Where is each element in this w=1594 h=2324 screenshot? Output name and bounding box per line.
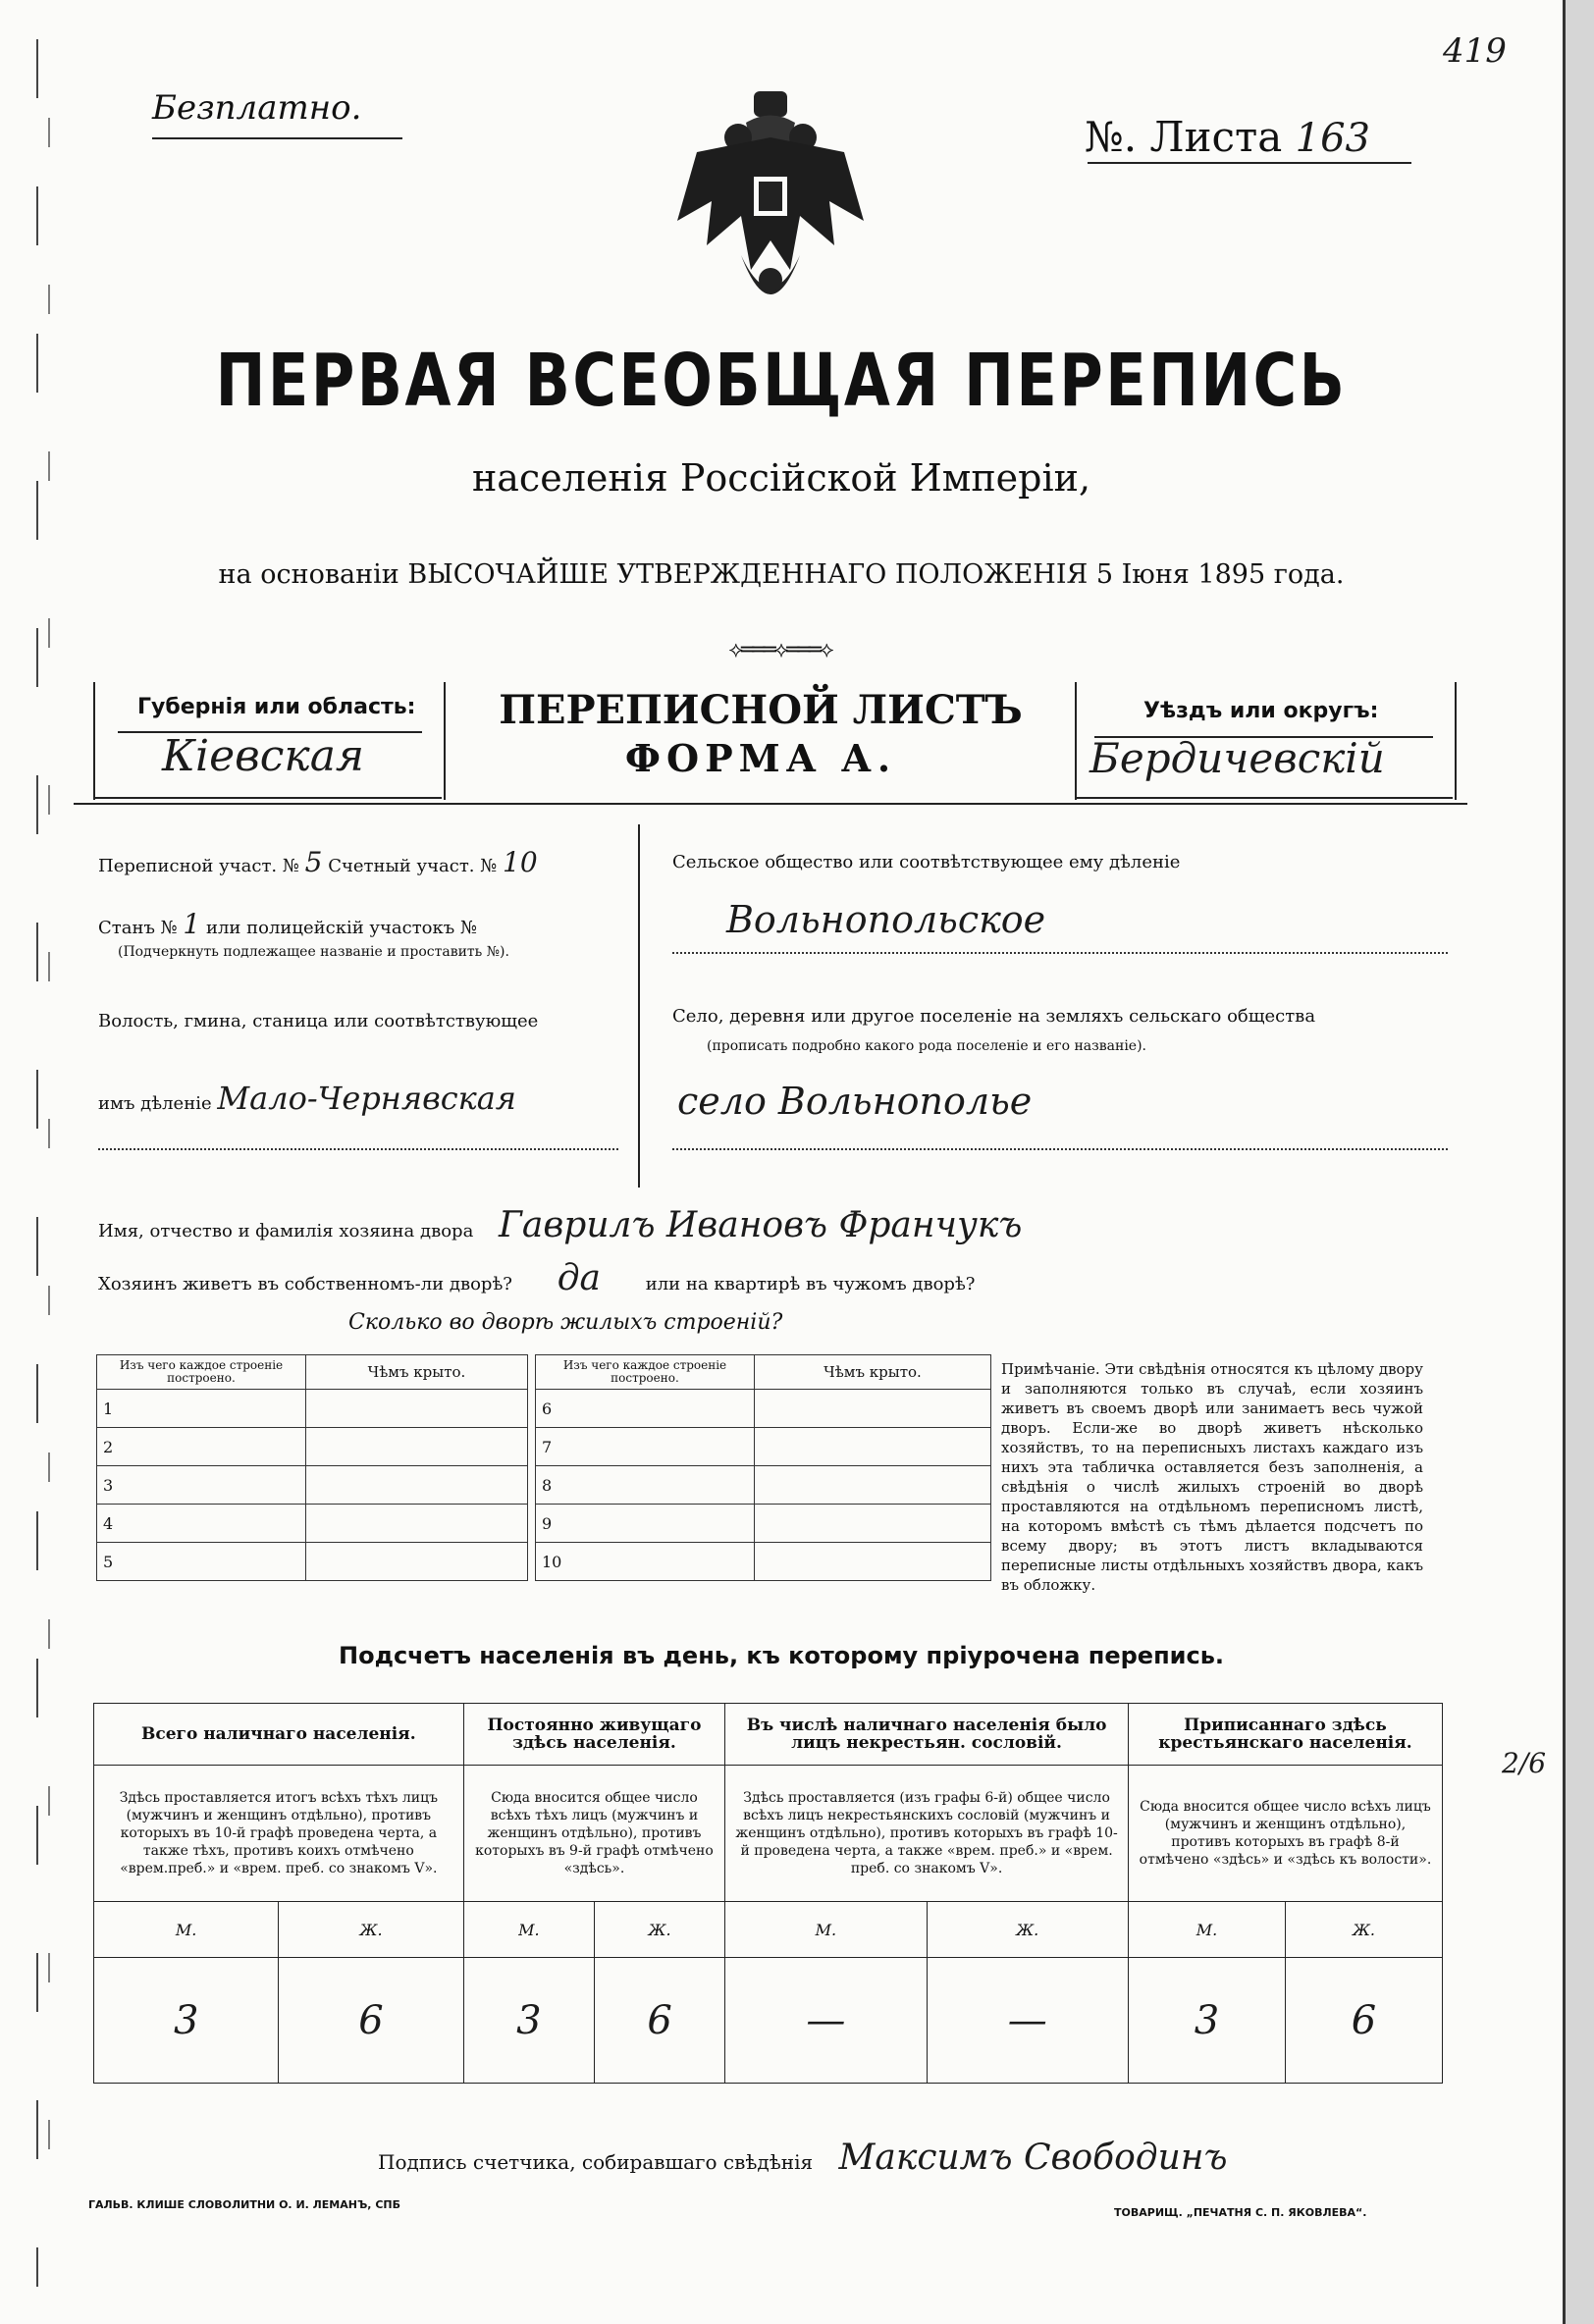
document-title: ПЕРВАЯ ВСЕОБЩАЯ ПЕРЕПИСЬ [215, 339, 1348, 423]
count-cell: 6 [594, 1958, 724, 2084]
table-row-number: 9 [536, 1505, 755, 1543]
ornament-divider: ⟡═══⟡═══⟡ [728, 638, 832, 662]
volost-label: Волость, гмина, станица или соотвѣтствующее [98, 1011, 539, 1031]
column-description: Сюда вносится общее число всѣхъ лицъ (мужчинъ и женщинъ отдѣльно), противъ которыхъ въ графѣ 8-й отмѣчено «здѣсь» и «здѣсь къ волости». [1128, 1766, 1442, 1902]
table-row-number: 4 [97, 1505, 306, 1543]
col-header: Изъ чего каждое строеніе построено. [97, 1355, 306, 1390]
form-subtitle: ФОРМА А. [624, 736, 897, 780]
table-row-number: 3 [97, 1466, 306, 1505]
owner-value: Гаврилъ Ивановъ Франчукъ [499, 1205, 1023, 1245]
own-yard-value: да [557, 1258, 601, 1298]
col-header: Въ числѣ наличнаго населенія было лицъ некрестьян. сословій. [725, 1704, 1129, 1766]
column-description: Сюда вносится общее число всѣхъ тѣхъ лицъ (мужчинъ и женщинъ отдѣльно), противъ которыхъ въ 9-й графѣ отмѣчено «здѣсь». [463, 1766, 725, 1902]
female-header: Ж. [1285, 1902, 1442, 1958]
village-value: село Вольнополье [677, 1080, 1033, 1123]
sheet-number-label [1085, 113, 1370, 161]
table-row-number: 5 [97, 1543, 306, 1581]
table-row-number: 8 [536, 1466, 755, 1505]
male-header: М. [1128, 1902, 1285, 1958]
count-cell: — [725, 1958, 927, 2084]
stan-note: (Подчеркнуть подлежащее названіе и проставить №). [118, 944, 509, 960]
signature-label: Подпись счетчика, собиравшаго свѣдѣнія [378, 2150, 814, 2174]
divider [93, 797, 442, 799]
signature-line [378, 2138, 1228, 2178]
count-cell: 6 [1285, 1958, 1442, 2084]
col-header: Чѣмъ крыто. [306, 1355, 528, 1390]
count-plot-value: 10 [503, 846, 538, 878]
count-cell: 3 [1128, 1958, 1285, 2084]
table-row-number: 2 [97, 1428, 306, 1466]
table-row-number: 10 [536, 1543, 755, 1581]
column-description: Здѣсь проставляется (изъ графы 6-й) общее число всѣхъ лицъ некрестьянскихъ сословій (мужчинъ и женщинъ отдѣльно), противъ которыхъ въ графѣ 10-й проведена черта, а также «врем. преб.» и «врем. преб. со знакомъ V». [725, 1766, 1129, 1902]
divider [152, 137, 402, 139]
count-plot-label: Счетный участ. № [328, 856, 498, 876]
buildings-note: Примѣчаніе. Эти свѣдѣнія относятся къ цѣлому двору и заполняются только въ случаѣ, если хозяинъ живетъ въ своемъ дворѣ или занимаетъ весь чужой дворъ. Если-же во дворѣ живетъ нѣсколько хозяйствъ, то на переписныхъ листахъ каждаго изъ нихъ эта табличка оставляется безъ заполненія, а свѣдѣнія о числѣ жилыхъ строеній во дворѣ проставляются на отдѣльномъ переписномъ листѣ, на которомъ вмѣстѣ съ тѣмъ дѣлается подсчетъ по всему двору; въ этотъ листъ вкладываются переписные листы отдѣльныхъ хозяйствъ двора, какъ въ обложку. [1001, 1360, 1423, 1594]
sheet-number-text: №. Листа [1085, 113, 1283, 161]
count-cell: — [927, 1958, 1128, 2084]
buildings-question: Сколько во дворѣ жилыхъ строеній? [348, 1310, 783, 1335]
col-header: Приписаннаго здѣсь крестьянскаго населенія. [1128, 1704, 1442, 1766]
divider [74, 803, 1467, 805]
signature-value: Максимъ Свободинъ [838, 2138, 1228, 2178]
population-table [93, 1703, 1443, 2084]
residence-line [98, 1258, 975, 1298]
buildings-table-right [535, 1354, 991, 1581]
printer-left: ГАЛЬВ. КЛИШЕ СЛОВОЛИТНИ О. И. ЛЕМАНЪ, СПБ [88, 2198, 400, 2211]
female-header: Ж. [279, 1902, 463, 1958]
rent-label: или на квартирѣ въ чужомъ дворѣ? [645, 1274, 976, 1294]
sheet-number-value: 163 [1295, 116, 1371, 161]
table-row-number: 1 [97, 1390, 306, 1428]
volost-value: Мало-Чернявская [217, 1080, 516, 1117]
division-line [98, 1080, 516, 1117]
col-header: Изъ чего каждое строеніе построено. [536, 1355, 755, 1390]
division-label: имъ дѣленіе [98, 1093, 212, 1114]
police-district-label: или полицейскій участокъ № [205, 918, 477, 938]
male-header: М. [725, 1902, 927, 1958]
village-label: Село, деревня или другое поселеніе на земляхъ сельскаго общества [672, 1006, 1316, 1027]
archive-folio-number: 419 [1443, 31, 1507, 71]
owner-label: Имя, отчество и фамилія хозяина двора [98, 1221, 474, 1241]
printer-right: ТОВАРИЩ. „ПЕЧАТНЯ С. П. ЯКОВЛЕВА“. [1114, 2206, 1367, 2219]
imperial-eagle-emblem [667, 83, 874, 319]
uezd-label: Уѣздъ или округъ: [1143, 699, 1379, 723]
count-cell: 6 [279, 1958, 463, 2084]
divider [1075, 797, 1453, 799]
col-header: Всего наличнаго населенія. [94, 1704, 464, 1766]
village-note: (прописать подробно какого рода поселеніе и его названіе). [707, 1038, 1146, 1054]
buildings-table-left [96, 1354, 528, 1581]
female-header: Ж. [927, 1902, 1128, 1958]
own-yard-label: Хозяинъ живетъ въ собственномъ-ли дворѣ? [98, 1274, 512, 1294]
count-cell: 3 [463, 1958, 594, 2084]
stan-label: Станъ № [98, 918, 178, 938]
form-title: ПЕРЕПИСНОЙ ЛИСТЪ [499, 687, 1023, 733]
free-of-charge-label: Безплатно. [152, 88, 362, 128]
divider [638, 824, 640, 1188]
blank-line [672, 952, 1448, 954]
male-header: М. [463, 1902, 594, 1958]
population-count-title: Подсчетъ населенія въ день, къ которому пріурочена перепись. [339, 1642, 1224, 1669]
society-label: Сельское общество или соотвѣтствующее ему дѣленіе [672, 852, 1181, 872]
owner-line [98, 1205, 1022, 1245]
col-header: Постоянно живущаго здѣсь населенія. [463, 1704, 725, 1766]
divider [1088, 162, 1411, 164]
blank-line [672, 1148, 1448, 1150]
binding-margin-marks [20, 0, 59, 2324]
uezd-value: Бердичевскій [1089, 734, 1385, 782]
enum-plot-label [98, 846, 538, 878]
stan-line [98, 908, 477, 940]
male-header: М. [94, 1902, 279, 1958]
col-header: Чѣмъ крыто. [755, 1355, 991, 1390]
gubernia-label: Губернія или область: [137, 695, 416, 719]
blank-line [98, 1148, 618, 1150]
legal-basis-line: на основаніи ВЫСОЧАЙШЕ УТВЕРЖДЕННАГО ПОЛОЖЕНІЯ 5 Іюня 1895 года. [218, 559, 1345, 590]
table-row-number: 7 [536, 1428, 755, 1466]
margin-mark: 2/6 [1502, 1747, 1547, 1779]
table-row-number: 6 [536, 1390, 755, 1428]
stan-value: 1 [183, 908, 201, 940]
society-value: Вольнопольское [726, 898, 1046, 941]
census-plot-value: 5 [304, 846, 323, 878]
gubernia-value: Кіевская [162, 731, 365, 781]
census-plot-label: Переписной участ. № [98, 856, 299, 876]
count-cell: 3 [94, 1958, 279, 2084]
column-description: Здѣсь проставляется итогъ всѣхъ тѣхъ лицъ (мужчинъ и женщинъ отдѣльно), противъ которыхъ въ 10-й графѣ проведена черта, а также тѣхъ, противъ коихъ отмѣчено «врем.преб.» и «врем. преб. со знакомъ V». [94, 1766, 464, 1902]
document-subtitle: населенія Россійской Имперіи, [471, 456, 1091, 500]
female-header: Ж. [594, 1902, 724, 1958]
